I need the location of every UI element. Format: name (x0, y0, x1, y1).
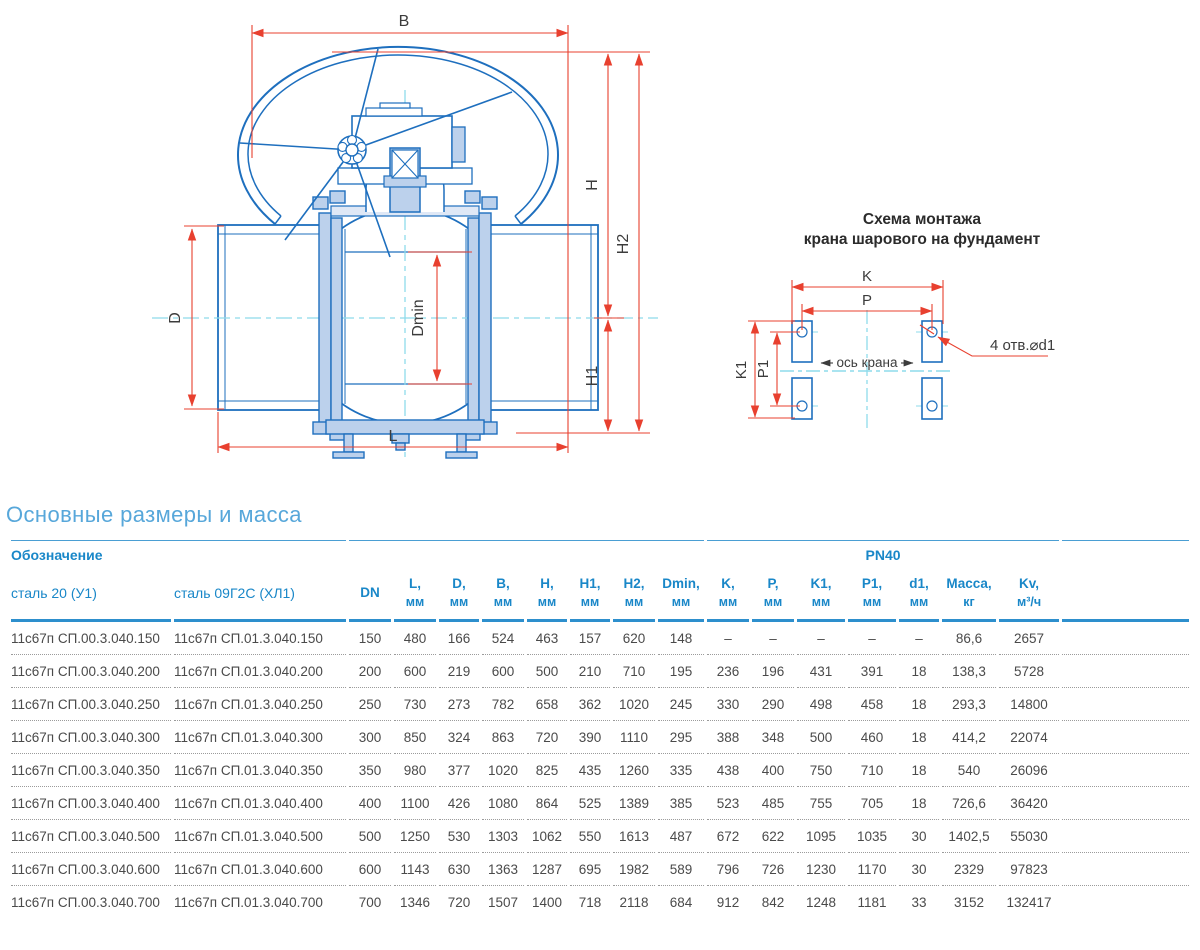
value-cell: 730 (394, 688, 436, 721)
value-cell: 1400 (531, 895, 563, 910)
value-cell: 600 (394, 655, 436, 688)
value-cell: 18 (899, 754, 939, 787)
value-cell: 30 (899, 853, 939, 886)
value-cell: 500 (349, 820, 391, 853)
value-cell: 3152 (953, 895, 985, 910)
column-header: B, мм (482, 572, 524, 622)
value-cell: 726,6 (942, 787, 996, 820)
designation-cell: 11с67п СП.01.3.040.300 (174, 721, 346, 754)
value-cell: 55030 (999, 820, 1059, 853)
value-cell: 324 (439, 721, 479, 754)
row-spacer (1062, 820, 1189, 853)
value-cell: 825 (527, 754, 567, 787)
value-cell: 1020 (482, 754, 524, 787)
column-header: сталь 09Г2С (ХЛ1) (174, 572, 346, 622)
value-cell: 842 (761, 895, 785, 910)
value-cell: 400 (752, 754, 794, 787)
designation-cell: 11с67п СП.00.3.040.200 (11, 655, 171, 688)
value-cell: 1303 (482, 820, 524, 853)
table-group-header-row (11, 540, 1189, 572)
value-cell: 850 (394, 721, 436, 754)
column-header: P1, мм (848, 572, 896, 622)
value-cell: 236 (707, 655, 749, 688)
column-header: D, мм (439, 572, 479, 622)
value-cell: 300 (349, 721, 391, 754)
column-header: K, мм (707, 572, 749, 622)
holes-callout-label: 4 отв.⌀d1 (990, 337, 1056, 354)
value-cell: 26096 (999, 754, 1059, 787)
value-cell: 1181 (857, 895, 887, 910)
value-cell: – (797, 622, 845, 655)
value-cell: 18 (899, 787, 939, 820)
value-cell: 293,3 (942, 688, 996, 721)
value-cell: 5728 (999, 655, 1059, 688)
value-cell: 500 (797, 721, 845, 754)
dimensions-table (8, 540, 1192, 919)
designation-cell: 11с67п СП.01.3.040.600 (174, 853, 346, 886)
value-cell: 718 (578, 895, 602, 910)
value-cell: 658 (527, 688, 567, 721)
value-cell: 36420 (999, 787, 1059, 820)
designation-cell: 11с67п СП.00.3.040.250 (11, 688, 171, 721)
table-header-columns (11, 572, 1189, 622)
mounting-schema (733, 211, 1055, 432)
mounting-texts (733, 211, 1055, 379)
value-cell: 18 (899, 721, 939, 754)
value-cell: 796 (707, 853, 749, 886)
value-cell: 335 (658, 754, 704, 787)
table-row (11, 787, 1189, 820)
value-cell: 388 (707, 721, 749, 754)
value-cell: 348 (752, 721, 794, 754)
value-cell: 157 (570, 622, 610, 655)
value-cell: 426 (439, 787, 479, 820)
axis-label: ось крана (836, 355, 898, 370)
designation-cell: 11с67п СП.01.3.040.400 (174, 787, 346, 820)
value-cell: 1080 (482, 787, 524, 820)
value-cell: 362 (570, 688, 610, 721)
value-cell: 30 (899, 820, 939, 853)
pn40-group-header: PN40 (707, 540, 1059, 572)
valve-drawing (152, 13, 658, 460)
column-header: Kv, м³/ч (999, 572, 1059, 622)
value-cell: 1143 (394, 853, 436, 886)
value-cell: 295 (658, 721, 704, 754)
dim-label-h: H (584, 179, 601, 191)
designation-cell: 11с67п СП.00.3.040.600 (11, 853, 171, 886)
column-header: DN (349, 572, 391, 622)
value-cell: 1613 (613, 820, 655, 853)
designation-cell: 11с67п СП.01.3.040.700 (174, 895, 323, 910)
value-cell: 414,2 (942, 721, 996, 754)
column-header: Dmin, мм (658, 572, 704, 622)
designation-cell: 11с67п СП.00.3.040.400 (11, 787, 171, 820)
value-cell: 33 (911, 895, 927, 910)
column-header: Масса, кг (942, 572, 996, 622)
row-spacer (1062, 655, 1189, 688)
value-cell: 385 (658, 787, 704, 820)
value-cell: 132417 (1006, 895, 1052, 910)
value-cell: 148 (658, 622, 704, 655)
dim-label-h2: H2 (615, 233, 632, 255)
table-row (11, 754, 1189, 787)
value-cell: 705 (848, 787, 896, 820)
designation-cell: 11с67п СП.00.3.040.350 (11, 754, 171, 787)
designation-cell: 11с67п СП.00.3.040.700 (11, 895, 160, 910)
dim-label-k1: K1 (733, 360, 750, 380)
value-cell: 755 (797, 787, 845, 820)
value-cell: 700 (358, 895, 382, 910)
value-cell: 200 (349, 655, 391, 688)
value-cell: 400 (349, 787, 391, 820)
mounting-title-line2: крана шарового на фундамент (803, 231, 1041, 248)
value-cell: 782 (482, 688, 524, 721)
value-cell: 500 (527, 655, 567, 688)
value-cell: 980 (394, 754, 436, 787)
table-row (11, 820, 1189, 853)
value-cell: 150 (349, 622, 391, 655)
value-cell: 720 (527, 721, 567, 754)
value-cell: 600 (349, 853, 391, 886)
designation-cell: 11с67п СП.01.3.040.500 (174, 820, 346, 853)
table-row (11, 721, 1189, 754)
section-title: Основные размеры и масса (6, 502, 302, 527)
value-cell: 540 (942, 754, 996, 787)
value-cell: 750 (797, 754, 845, 787)
value-cell: 1389 (613, 787, 655, 820)
value-cell: 863 (482, 721, 524, 754)
value-cell: 290 (752, 688, 794, 721)
row-spacer (1062, 688, 1189, 721)
value-cell: 1035 (848, 820, 896, 853)
designation-cell: 11с67п СП.01.3.040.250 (174, 688, 346, 721)
value-cell: 1062 (527, 820, 567, 853)
value-cell: 86,6 (942, 622, 996, 655)
value-cell: 1170 (848, 853, 896, 886)
value-cell: 530 (439, 820, 479, 853)
value-cell: 1250 (394, 820, 436, 853)
column-header: H1, мм (570, 572, 610, 622)
dim-label-p1: P1 (755, 359, 772, 379)
value-cell: 350 (349, 754, 391, 787)
table-body (11, 622, 1189, 919)
column-header: K1, мм (797, 572, 845, 622)
value-cell: 672 (707, 820, 749, 853)
value-cell: 391 (848, 655, 896, 688)
value-cell: 463 (527, 622, 567, 655)
column-header: L, мм (394, 572, 436, 622)
value-cell: 166 (439, 622, 479, 655)
value-cell: 1346 (399, 895, 431, 910)
value-cell: 97823 (999, 853, 1059, 886)
designation-cell: 11с67п СП.01.3.040.200 (174, 655, 346, 688)
designation-cell: 11с67п СП.00.3.040.300 (11, 721, 171, 754)
value-cell: 695 (570, 853, 610, 886)
value-cell: 1402,5 (942, 820, 996, 853)
value-cell: 620 (613, 622, 655, 655)
value-cell: 2657 (999, 622, 1059, 655)
value-cell: – (752, 622, 794, 655)
value-cell: – (899, 622, 939, 655)
value-cell: 195 (658, 655, 704, 688)
designation-cell: 11с67п СП.01.3.040.350 (174, 754, 346, 787)
value-cell: – (707, 622, 749, 655)
valve-body (218, 208, 598, 424)
value-cell: 589 (658, 853, 704, 886)
value-cell: 431 (797, 655, 845, 688)
table-row (11, 622, 1189, 655)
value-cell: 1363 (482, 853, 524, 886)
row-spacer (1062, 622, 1189, 655)
value-cell: 18 (899, 688, 939, 721)
mounting-title-line1: Схема монтажа (862, 211, 982, 228)
designation-cell: 11с67п СП.00.3.040.150 (11, 622, 171, 655)
value-cell: 273 (439, 688, 479, 721)
table-row (11, 688, 1189, 721)
dim-label-p: P (861, 292, 873, 309)
column-header: P, мм (752, 572, 794, 622)
value-cell: 1260 (613, 754, 655, 787)
value-cell: 487 (658, 820, 704, 853)
value-cell: 330 (707, 688, 749, 721)
value-cell: 912 (716, 895, 740, 910)
row-spacer (1062, 721, 1189, 754)
value-cell: 710 (848, 754, 896, 787)
column-header: H2, мм (613, 572, 655, 622)
value-cell: 630 (439, 853, 479, 886)
value-cell: 485 (752, 787, 794, 820)
value-cell: 18 (899, 655, 939, 688)
value-cell: 710 (613, 655, 655, 688)
value-cell: 498 (797, 688, 845, 721)
column-header: сталь 20 (У1) (11, 572, 171, 622)
value-cell: 864 (527, 787, 567, 820)
value-cell: 1248 (805, 895, 837, 910)
table-row (11, 886, 1189, 919)
value-cell: 14800 (999, 688, 1059, 721)
value-cell: 726 (752, 853, 794, 886)
value-cell: 460 (848, 721, 896, 754)
column-header-spacer (1062, 572, 1189, 622)
value-cell: 1982 (613, 853, 655, 886)
value-cell: 390 (570, 721, 610, 754)
row-spacer (1062, 886, 1189, 919)
value-cell: 524 (482, 622, 524, 655)
value-cell: 1110 (613, 721, 655, 754)
group-header-spacer (349, 540, 704, 572)
value-cell: 219 (439, 655, 479, 688)
value-cell: 1095 (797, 820, 845, 853)
value-cell: 245 (658, 688, 704, 721)
dim-label-d: D (167, 312, 184, 324)
column-header: d1, мм (899, 572, 939, 622)
row-spacer (1062, 787, 1189, 820)
designation-group-header: Обозначение (11, 540, 346, 572)
value-cell: 1287 (527, 853, 567, 886)
value-cell: 550 (570, 820, 610, 853)
value-cell: 684 (669, 895, 693, 910)
value-cell: 523 (707, 787, 749, 820)
value-cell: 2118 (619, 895, 649, 910)
value-cell: 210 (570, 655, 610, 688)
value-cell: 435 (570, 754, 610, 787)
value-cell: 377 (439, 754, 479, 787)
value-cell: 1020 (613, 688, 655, 721)
group-header-right-spacer (1062, 540, 1189, 572)
dim-label-l: L (388, 428, 398, 445)
value-cell: 250 (349, 688, 391, 721)
value-cell: 138,3 (942, 655, 996, 688)
value-cell: 22074 (999, 721, 1059, 754)
value-cell: 1100 (394, 787, 436, 820)
value-cell: 622 (752, 820, 794, 853)
value-cell: 480 (394, 622, 436, 655)
value-cell: 720 (447, 895, 471, 910)
dim-label-b: B (398, 13, 410, 30)
dim-label-h1: H1 (584, 365, 601, 387)
value-cell: 438 (707, 754, 749, 787)
row-spacer (1062, 853, 1189, 886)
value-cell: 525 (570, 787, 610, 820)
dim-label-dmin: Dmin (410, 299, 427, 337)
column-header: H, мм (527, 572, 567, 622)
table-row (11, 853, 1189, 886)
value-cell: 1507 (487, 895, 519, 910)
dim-label-k: K (861, 268, 873, 285)
value-cell: 2329 (942, 853, 996, 886)
row-spacer (1062, 754, 1189, 787)
designation-cell: 11с67п СП.01.3.040.150 (174, 622, 346, 655)
designation-cell: 11с67п СП.00.3.040.500 (11, 820, 171, 853)
value-cell: – (848, 622, 896, 655)
value-cell: 458 (848, 688, 896, 721)
value-cell: 600 (482, 655, 524, 688)
value-cell: 196 (752, 655, 794, 688)
table-row (11, 655, 1189, 688)
value-cell: 1230 (797, 853, 845, 886)
